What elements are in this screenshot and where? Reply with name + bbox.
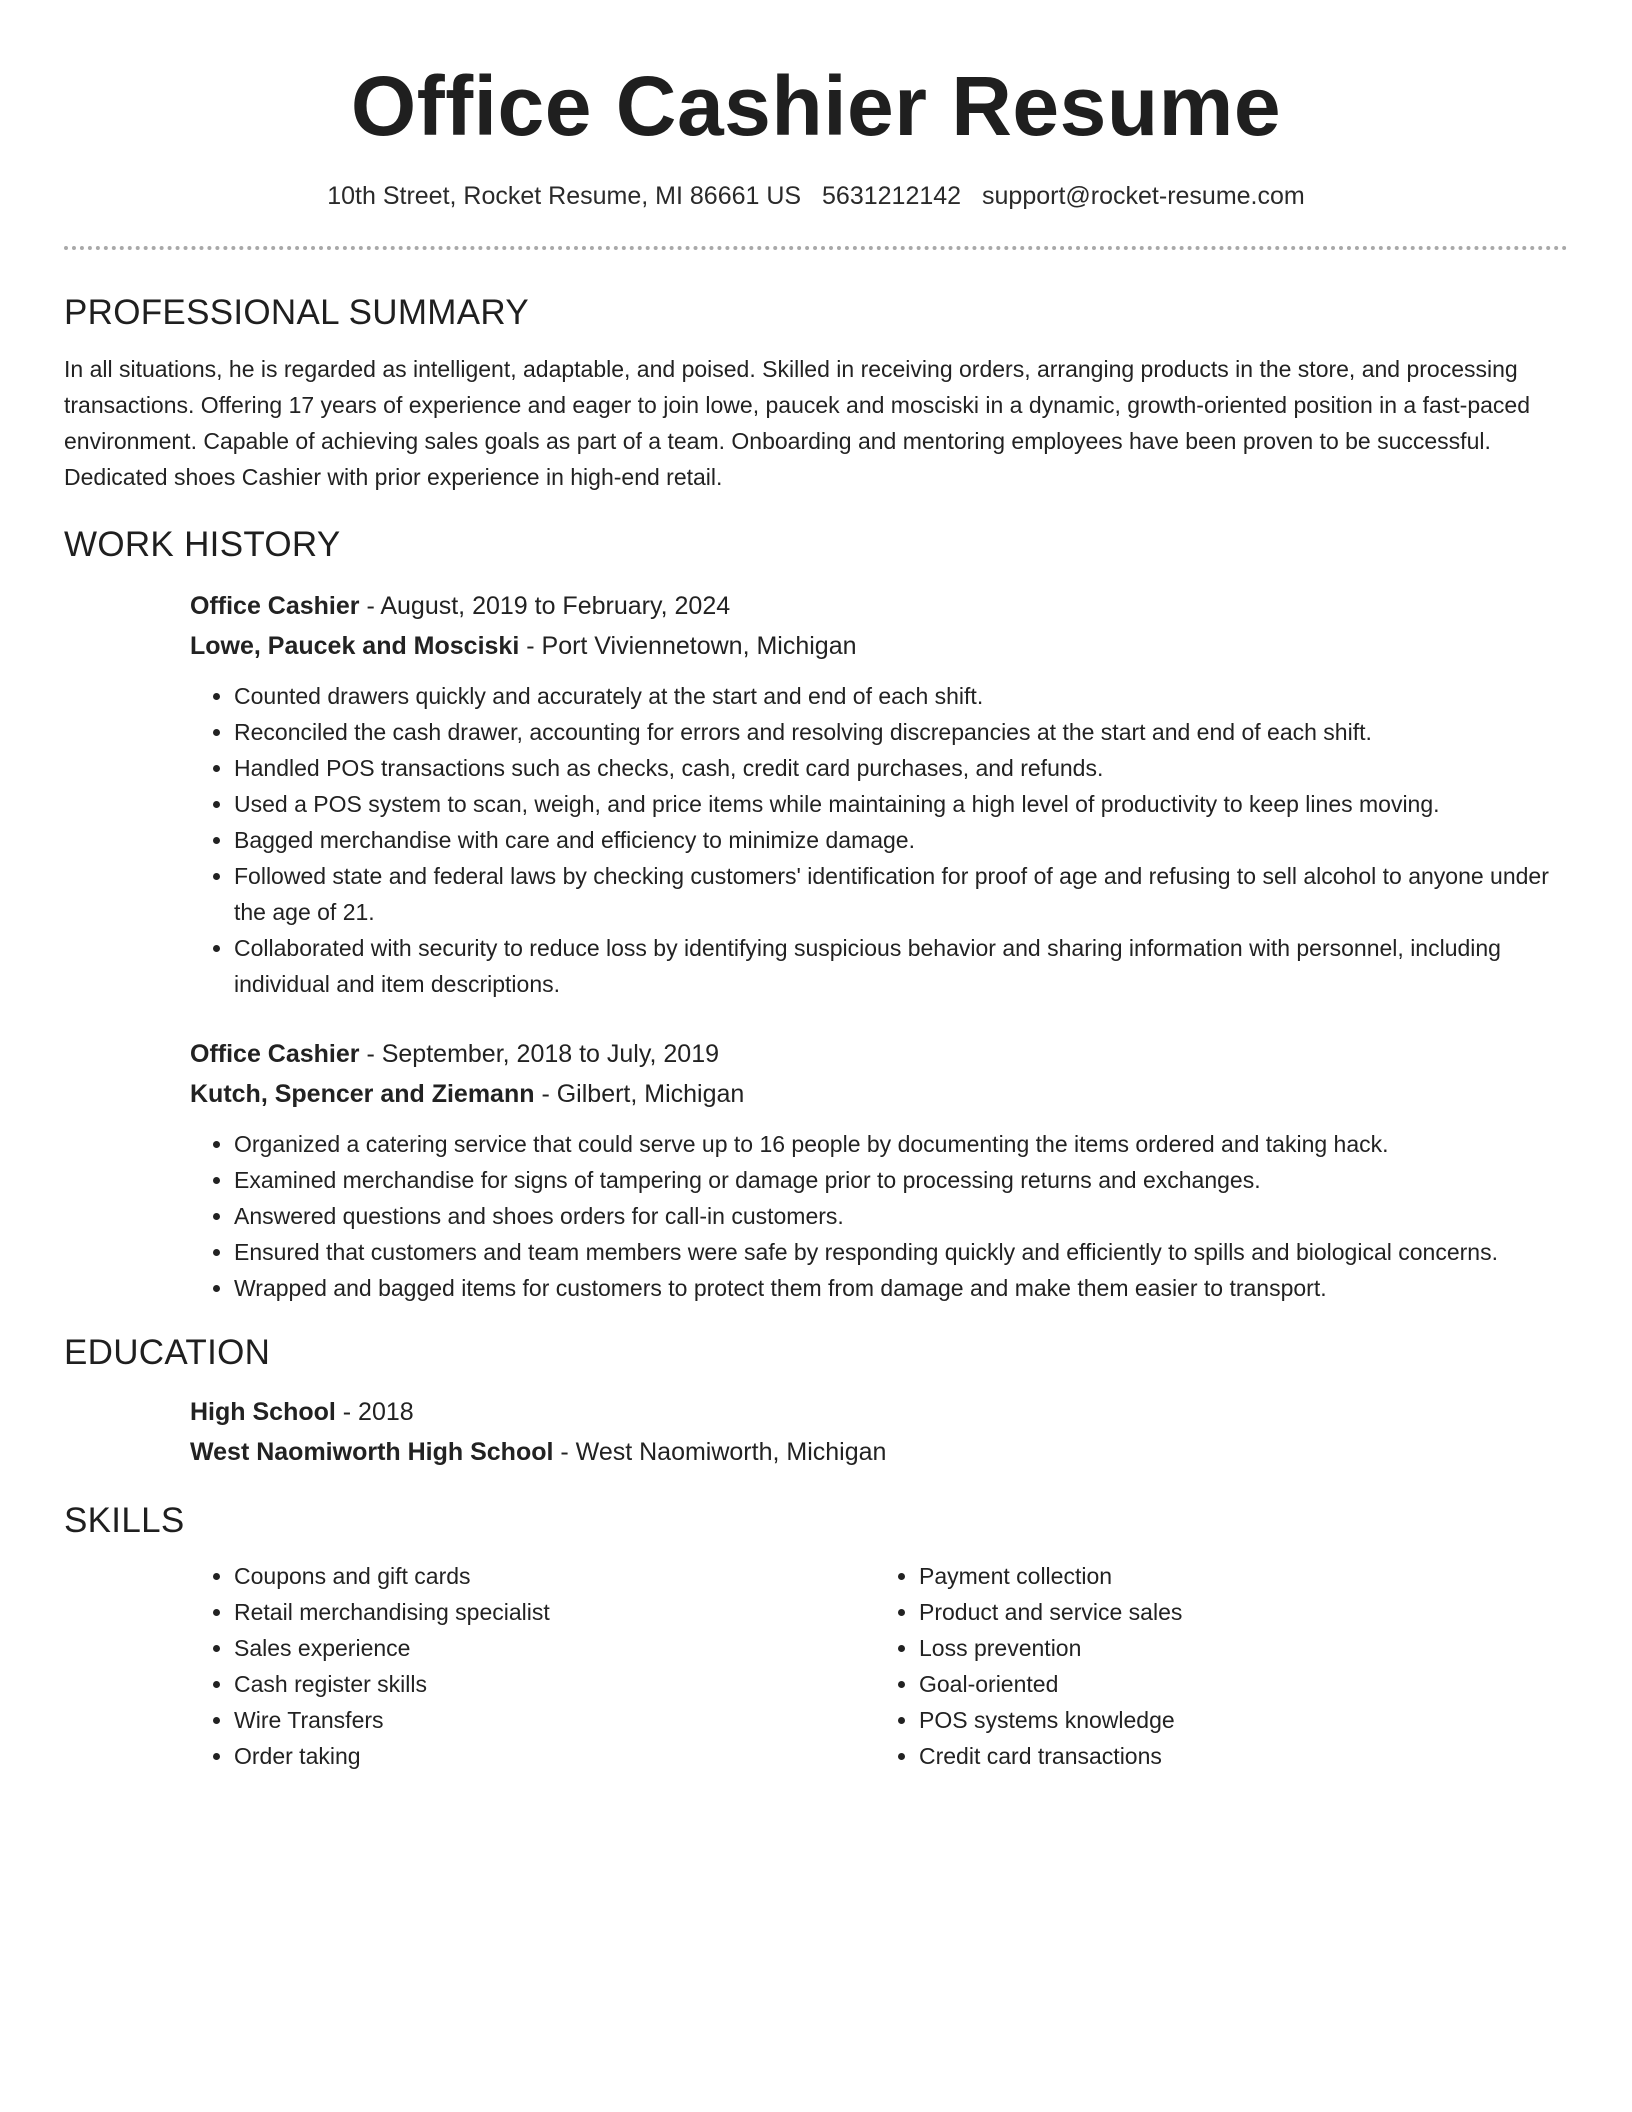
summary-heading: PROFESSIONAL SUMMARY — [64, 293, 529, 332]
contact-email: support@rocket-resume.com — [982, 182, 1305, 210]
job-dates: - September, 2018 to July, 2019 — [359, 1040, 720, 1068]
list-item: • Handled POS transactions such as checks, cash, credit card purchases, and refunds. — [234, 750, 1568, 786]
job-title-line — [190, 1034, 1568, 1074]
list-item: • Organized a catering service that could serve up to 16 people by documenting the items ordered and taking hack. — [234, 1126, 1568, 1162]
contact-phone: 5631212142 — [822, 182, 962, 210]
summary-text: In all situations, he is regarded as intelligent, adaptable, and poised. Skilled in receiving orders, arranging products in the store, and processing transactions. Offering 17 years of experience and eager to join lowe, paucek and mosciski in a dynamic, growth-oriented position in a fast-paced environment. Capable of achieving sales goals as part of a team. Onboarding and mentoring employees have been proven to be successful. Dedicated shoes Cashier with prior experience in high-end retail. — [64, 356, 1531, 490]
job-company: Lowe, Paucek and Mosciski — [190, 632, 520, 660]
education-entry — [190, 1392, 1568, 1472]
list-item: • Followed state and federal laws by checking customers' identification for proof of age and refusing to sell alcohol to anyone under the age of 21. — [234, 858, 1568, 930]
list-item: • Collaborated with security to reduce loss by identifying suspicious behavior and sharing information with personnel, including individual and item descriptions. — [234, 930, 1568, 1002]
job-title-line — [190, 586, 1568, 626]
skills-heading: SKILLS — [64, 1501, 185, 1540]
school-line — [190, 1432, 1568, 1472]
list-item: • Payment collection — [919, 1558, 1560, 1594]
job-location: - Gilbert, Michigan — [534, 1080, 745, 1108]
list-item: • Ensured that customers and team members were safe by responding quickly and efficiently to spills and biological concerns. — [234, 1234, 1568, 1270]
header-divider — [64, 246, 1568, 250]
education-heading: EDUCATION — [64, 1333, 271, 1372]
list-item: • Used a POS system to scan, weigh, and price items while maintaining a high level of productivity to keep lines moving. — [234, 786, 1568, 822]
job-location: - Port Viviennetown, Michigan — [519, 632, 857, 660]
list-item: • Bagged merchandise with care and efficiency to minimize damage. — [234, 822, 1568, 858]
list-item: • Loss prevention — [919, 1630, 1560, 1666]
job-title: Office Cashier — [190, 1040, 360, 1068]
resume-title: Office Cashier Resume — [350, 59, 1282, 153]
skills-list-left — [190, 1558, 875, 1774]
list-item: • Credit card transactions — [919, 1738, 1560, 1774]
job-entry — [190, 586, 1568, 1002]
list-item: • Coupons and gift cards — [234, 1558, 875, 1594]
degree-line — [190, 1392, 1568, 1432]
job-duties-list — [190, 1126, 1568, 1306]
list-item: • Cash register skills — [234, 1666, 875, 1702]
job-company-line — [190, 626, 1568, 666]
list-item: • Product and service sales — [919, 1594, 1560, 1630]
school-name: West Naomiworth High School — [190, 1438, 554, 1466]
job-title: Office Cashier — [190, 592, 360, 620]
list-item: • Counted drawers quickly and accurately at the start and end of each shift. — [234, 678, 1568, 714]
list-item: • Order taking — [234, 1738, 875, 1774]
job-entry — [190, 1034, 1568, 1306]
job-duties-list — [190, 678, 1568, 1002]
skills-list-right — [875, 1558, 1560, 1774]
list-item: • Goal-oriented — [919, 1666, 1560, 1702]
contact-address: 10th Street, Rocket Resume, MI 86661 US — [327, 182, 802, 210]
work-history-heading: WORK HISTORY — [64, 525, 341, 564]
skills-grid — [190, 1558, 1560, 1774]
job-company-line — [190, 1074, 1568, 1114]
degree-year: - 2018 — [335, 1398, 414, 1426]
list-item: • Reconciled the cash drawer, accounting for errors and resolving discrepancies at the start and end of each shift. — [234, 714, 1568, 750]
job-company: Kutch, Spencer and Ziemann — [190, 1080, 535, 1108]
contact-line — [64, 180, 1568, 212]
list-item: • Examined merchandise for signs of tampering or damage prior to processing returns and exchanges. — [234, 1162, 1568, 1198]
list-item: • Retail merchandising specialist — [234, 1594, 875, 1630]
job-dates: - August, 2019 to February, 2024 — [359, 592, 731, 620]
list-item: • Sales experience — [234, 1630, 875, 1666]
list-item: • Answered questions and shoes orders for call-in customers. — [234, 1198, 1568, 1234]
list-item: • Wrapped and bagged items for customers to protect them from damage and make them easier to transport. — [234, 1270, 1568, 1306]
degree: High School — [190, 1398, 336, 1426]
list-item: • POS systems knowledge — [919, 1702, 1560, 1738]
resume-page — [64, 0, 1568, 1774]
list-item: • Wire Transfers — [234, 1702, 875, 1738]
school-location: - West Naomiworth, Michigan — [553, 1438, 887, 1466]
